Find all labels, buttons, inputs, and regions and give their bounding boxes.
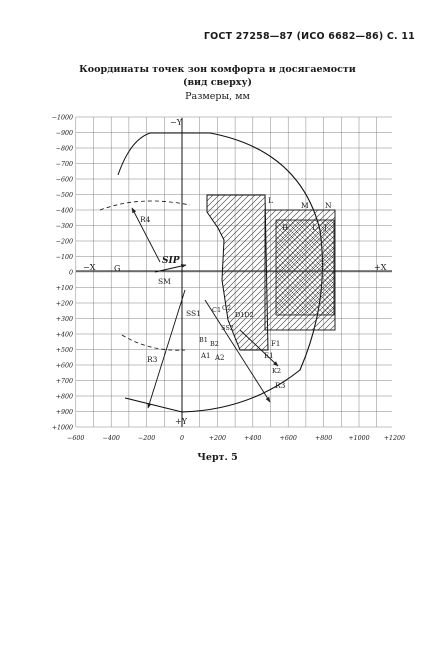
y-tick-label: +900 xyxy=(55,409,73,416)
label-sm: SM xyxy=(158,277,171,286)
label-d1d2: D1D2 xyxy=(235,311,254,319)
label-c2: C2 xyxy=(222,304,232,312)
label-f1: F1 xyxy=(271,340,281,348)
label-b2: B2 xyxy=(210,340,219,348)
y-tick-label: +800 xyxy=(55,393,73,401)
x-tick-label: +600 xyxy=(279,435,297,442)
y-tick-label: −600 xyxy=(55,176,73,184)
y-tick-label: +1000 xyxy=(51,424,73,432)
label-pos-x: +X xyxy=(374,263,387,272)
y-tick-label: +200 xyxy=(55,300,73,308)
figure-title-line2: (вид сверху) xyxy=(182,77,253,88)
units-note: Размеры, мм xyxy=(185,91,250,102)
x-tick-label: −400 xyxy=(102,435,120,442)
x-tick-label: +1200 xyxy=(383,435,406,442)
y-tick-label: 0 xyxy=(68,269,73,277)
y-tick-label: −800 xyxy=(55,145,73,153)
y-tick-label: +500 xyxy=(55,347,73,354)
figure-caption: Черт. 5 xyxy=(197,452,238,463)
y-tick-labels xyxy=(52,115,73,432)
x-tick-label: +400 xyxy=(244,435,262,442)
label-r4: R4 xyxy=(140,215,151,224)
label-a2: A2 xyxy=(215,354,225,362)
y-tick-label: +700 xyxy=(55,378,73,385)
reach-lower-arc xyxy=(122,335,185,350)
label-r3-left: R3 xyxy=(147,355,158,364)
x-tick-label: −600 xyxy=(67,435,85,442)
y-tick-label: −300 xyxy=(55,223,73,230)
label-ss1: SS1 xyxy=(186,309,201,318)
label-l: L xyxy=(268,196,273,205)
label-neg-x: −X xyxy=(83,263,96,272)
reach-dashed-arc xyxy=(100,201,190,210)
radius-r3-left xyxy=(148,290,185,408)
x-tick-label: +800 xyxy=(314,435,333,442)
y-tick-label: +600 xyxy=(55,362,73,370)
y-tick-label: +100 xyxy=(55,285,73,292)
y-tick-label: −200 xyxy=(55,238,73,246)
x-tick-label: +200 xyxy=(208,435,227,442)
label-pos-y: +Y xyxy=(175,417,187,426)
label-ss2: SS2 xyxy=(221,324,234,332)
y-tick-label: −1000 xyxy=(51,114,73,122)
label-h: H xyxy=(282,224,289,232)
label-b1: B1 xyxy=(199,336,208,344)
y-tick-label: +400 xyxy=(55,331,73,339)
x-tick-label: −200 xyxy=(137,435,156,442)
y-tick-label: −500 xyxy=(55,192,73,199)
y-tick-label: −700 xyxy=(55,161,73,168)
label-n: N xyxy=(325,201,332,210)
x-tick-label: 0 xyxy=(179,435,185,442)
y-tick-label: −900 xyxy=(55,130,73,137)
label-c1: C1 xyxy=(212,306,222,314)
label-r3-right: R3 xyxy=(275,381,286,390)
y-tick-label: −100 xyxy=(55,254,73,261)
reach-envelope-top xyxy=(118,133,150,175)
comfort-zone-hatched xyxy=(207,195,268,350)
label-e1: E1 xyxy=(264,352,274,360)
figure-title-line1: Координаты точек зон комфорта и досягаемости xyxy=(79,64,356,75)
reach-zone-hij xyxy=(276,220,334,315)
document-header: ГОСТ 27258—87 (ИСО 6682—86) С. 11 xyxy=(203,31,415,42)
label-g: G xyxy=(114,264,121,273)
label-sip: SIP xyxy=(162,256,180,266)
label-m: M xyxy=(301,201,309,210)
label-j: J xyxy=(324,224,327,232)
x-tick-labels xyxy=(67,435,405,442)
label-a1: A1 xyxy=(201,352,211,360)
x-tick-label: +1000 xyxy=(348,435,370,442)
y-tick-label: −400 xyxy=(55,207,73,215)
label-neg-y: −Y xyxy=(170,118,182,127)
y-tick-label: +300 xyxy=(55,316,73,323)
label-k2: K2 xyxy=(272,367,281,375)
label-i: I xyxy=(312,224,315,232)
